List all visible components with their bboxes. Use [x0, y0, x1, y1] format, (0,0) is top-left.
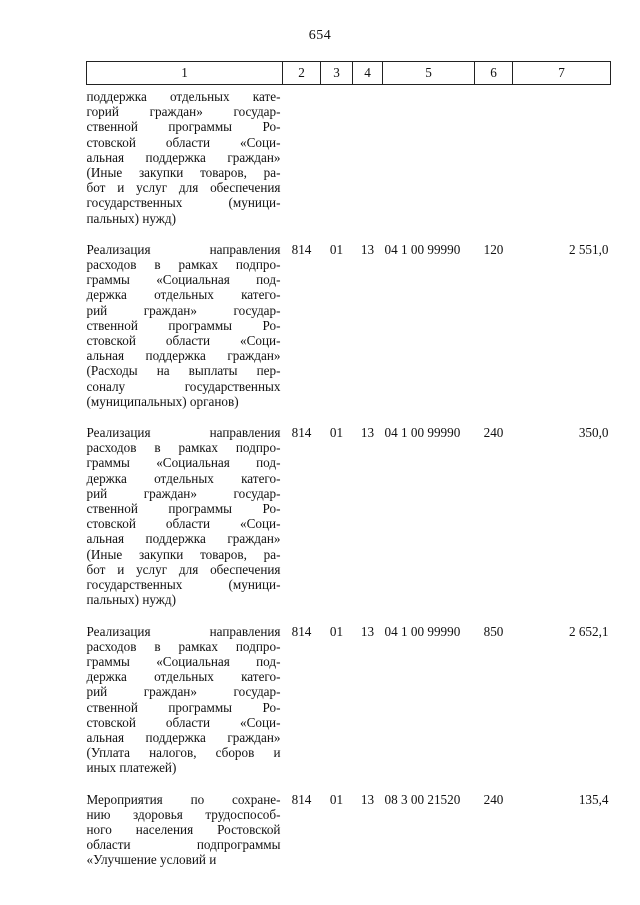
target-item-code: [383, 85, 475, 238]
description-line: ственной программы Ро-: [86, 119, 281, 135]
table-row: [87, 620, 611, 788]
description-line: государственных (муници-: [86, 577, 281, 593]
ministry-code: 814: [291, 623, 312, 639]
description-line: пальных) нужд): [86, 210, 177, 226]
target-item-code: 04 1 00 99990: [384, 623, 461, 639]
description-line: рий граждан» государ-: [86, 485, 281, 501]
ministry-code: 814: [291, 241, 312, 257]
table-row: [87, 85, 611, 238]
column-header-4: 4: [353, 62, 383, 85]
description-line: соналу государственных: [86, 378, 281, 394]
description-line: государственных (муници-: [86, 195, 281, 211]
expense-type-code: 240: [483, 791, 504, 807]
description-line: нию здоровья трудоспособ-: [86, 806, 281, 822]
row-description: [87, 788, 283, 880]
description-line: Реализация направления: [86, 623, 281, 639]
description-line: бот и услуг для обеспечения: [86, 561, 281, 577]
description-line: ственной программы Ро-: [86, 501, 281, 517]
amount-value: 135,4: [578, 791, 609, 807]
section-code: 01: [329, 791, 344, 807]
description-line: ственной программы Ро-: [86, 699, 281, 715]
description-line: стовской области «Соци-: [86, 134, 281, 150]
description-line: ственной программы Ро-: [86, 317, 281, 333]
column-header-6: 6: [475, 62, 513, 85]
section-code: [321, 85, 353, 238]
description-line: бот и услуг для обеспечения: [86, 180, 281, 196]
column-header-1: 1: [87, 62, 283, 85]
description-line: альная поддержка граждан»: [86, 149, 281, 165]
description-line: рий граждан» государ-: [86, 302, 281, 318]
description-line: Реализация направления: [86, 425, 281, 441]
description-line: (Иные закупки товаров, ра-: [86, 165, 281, 181]
subsection-code: 13: [360, 791, 375, 807]
ministry-code: [283, 85, 321, 238]
subsection-code: 13: [360, 623, 375, 639]
subsection-code: 13: [360, 241, 375, 257]
target-item-code: 04 1 00 99990: [384, 425, 461, 441]
description-line: альная поддержка граждан»: [86, 348, 281, 364]
description-line: стовской области «Соци-: [86, 333, 281, 349]
amount-value: 2 551,0: [568, 241, 609, 257]
budget-table: [86, 61, 611, 880]
ministry-code: 814: [291, 425, 312, 441]
description-line: расходов в рамках подпро-: [86, 257, 281, 273]
description-line: горий граждан» государ-: [86, 104, 281, 120]
column-header-7: 7: [513, 62, 611, 85]
description-line: иных платежей): [86, 760, 177, 776]
description-line: ного населения Ростовской: [86, 821, 281, 837]
column-header-3: 3: [321, 62, 353, 85]
row-description: [87, 620, 283, 788]
row-description: [87, 421, 283, 619]
description-line: «Улучшение условий и: [86, 852, 217, 868]
amount-value: [513, 85, 611, 238]
description-line: держка отдельных катего-: [86, 287, 281, 303]
description-line: поддержка отдельных кате-: [86, 89, 281, 104]
target-item-code: 08 3 00 21520: [384, 791, 461, 807]
description-line: граммы «Социальная под-: [86, 272, 281, 288]
expense-type-code: 850: [483, 623, 504, 639]
ministry-code: 814: [291, 791, 312, 807]
description-line: (Расходы на выплаты пер-: [86, 363, 281, 379]
section-code: 01: [329, 623, 344, 639]
table-header: [87, 62, 611, 85]
description-line: стовской области «Соци-: [86, 516, 281, 532]
column-header-2: 2: [283, 62, 321, 85]
target-item-code: 04 1 00 99990: [384, 241, 461, 257]
description-line: (муниципальных) органов): [86, 393, 239, 409]
subsection-code: [353, 85, 383, 238]
row-description: [87, 85, 283, 238]
description-line: рий граждан» государ-: [86, 684, 281, 700]
table-row: [87, 788, 611, 880]
description-line: пальных) нужд): [86, 592, 177, 608]
column-header-5: 5: [383, 62, 475, 85]
description-line: альная поддержка граждан»: [86, 729, 281, 745]
table-body: [87, 85, 611, 880]
table-row: [87, 238, 611, 421]
section-code: 01: [329, 425, 344, 441]
expense-type-code: [475, 85, 513, 238]
header-row: [87, 62, 611, 85]
description-line: области подпрограммы: [86, 837, 281, 853]
description-line: держка отдельных катего-: [86, 669, 281, 685]
description-line: (Иные закупки товаров, ра-: [86, 546, 281, 562]
section-code: 01: [329, 241, 344, 257]
description-line: Мероприятия по сохране-: [86, 791, 281, 807]
amount-value: 2 652,1: [568, 623, 609, 639]
page-number: 654: [308, 28, 332, 43]
amount-value: 350,0: [578, 425, 609, 441]
description-line: граммы «Социальная под-: [86, 455, 281, 471]
expense-type-code: 240: [483, 425, 504, 441]
description-line: (Уплата налогов, сборов и: [86, 745, 281, 761]
row-description: [87, 238, 283, 421]
description-line: граммы «Социальная под-: [86, 653, 281, 669]
description-line: стовской области «Соци-: [86, 714, 281, 730]
expense-type-code: 120: [483, 241, 504, 257]
description-line: держка отдельных катего-: [86, 470, 281, 486]
description-line: расходов в рамках подпро-: [86, 638, 281, 654]
table-row: [87, 421, 611, 619]
subsection-code: 13: [360, 425, 375, 441]
description-line: расходов в рамках подпро-: [86, 440, 281, 456]
description-line: Реализация направления: [86, 241, 281, 257]
description-line: альная поддержка граждан»: [86, 531, 281, 547]
